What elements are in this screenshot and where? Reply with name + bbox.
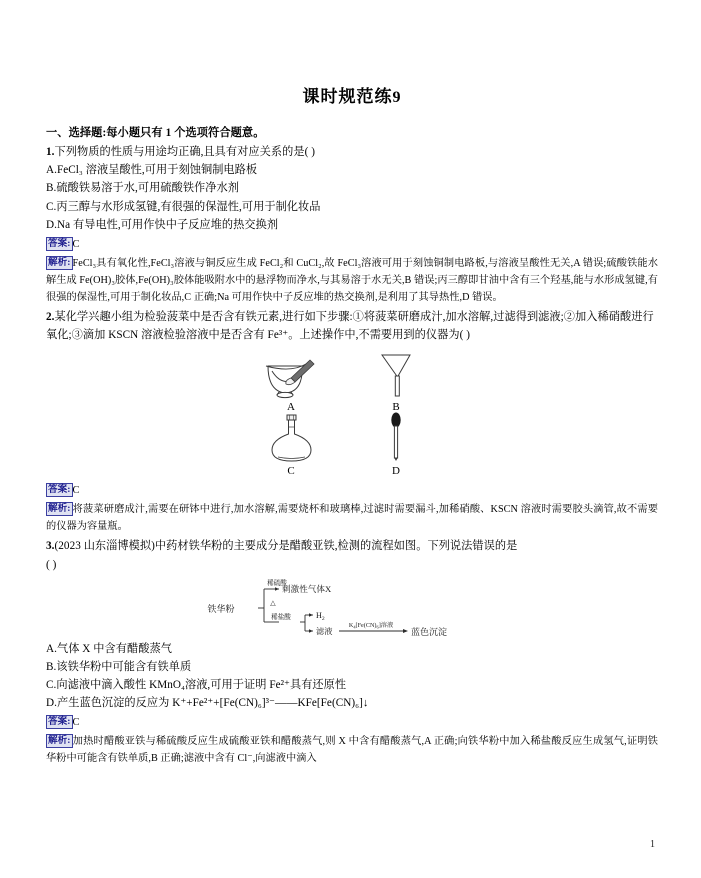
question-2-answer-value: C: [72, 484, 80, 496]
question-2-stem: [46, 308, 658, 344]
flow-arrow-reagent: $K_4[Fe(CN)_6]$溶液: [348, 621, 394, 630]
question-2-number: 2.: [46, 310, 55, 323]
mortar-and-pestle-icon: [260, 350, 322, 400]
question-1-stem: [46, 143, 658, 161]
flow-product-h2: $H_2$: [316, 610, 325, 622]
question-2-text: 某化学兴趣小组为检验菠菜中是否含有铁元素,进行如下步骤:①将菠菜研磨成汁,加水溶解,过滤得到滤液;②加入稀硝酸进行氧化;③滴加 KSCN 溶液检验溶液中是否含有 Fe³⁺。上述操作中,不需要用到的仪器为( ): [46, 310, 654, 341]
page-title-number: 9: [392, 89, 402, 106]
question-3-text: (2023 山东淄博模拟)中药材铁华粉的主要成分是醋酸亚铁,检测的流程如图。下列说法错误的是: [54, 539, 518, 552]
answer-tag: 答案:: [46, 483, 73, 497]
detection-flowchart: [46, 578, 658, 640]
answer-tag: 答案:: [46, 715, 73, 729]
page-number: 1: [650, 839, 655, 850]
flow-top-product: 刺激性气体X: [282, 583, 332, 594]
question-1-analysis-line: [46, 256, 658, 307]
question-3-analysis-text: 加热时醋酸亚铁与稀硫酸反应生成硫酸亚铁和醋酸蒸气,则 X 中含有醋酸蒸气,A 正确;向铁华粉中加入稀盐酸反应生成氢气,证明铁华粉中可能含有铁单质,B 正确;滤液中含有 Cl⁻,向滤液中滴入: [46, 736, 658, 765]
apparatus-label-d: D: [392, 464, 400, 477]
question-3-option-c[interactable]: C.向滤液中滴入酸性 KMnO₄溶液,可用于证明 Fe²⁺具有还原性: [46, 679, 347, 692]
question-3-stem: [46, 537, 658, 555]
question-1-answer-line: [46, 236, 658, 254]
question-3-option-a[interactable]: A.气体 X 中含有醋酸蒸气: [46, 642, 172, 655]
apparatus-figure: [46, 350, 658, 480]
question-3-analysis-line: [46, 734, 658, 768]
volumetric-flask-icon: [260, 412, 322, 464]
question-1-analysis-text: FeCl₃具有氧化性,FeCl₃溶液与铜反应生成 FeCl₂和 CuCl₂,故 FeCl₃溶液可用于刻蚀铜制电路板,与溶液呈酸性无关,A 错误;硫酸铁能水解生成 Fe(OH)₃胶体,Fe(OH)₃胶体能吸附水中的悬浮物而净水,与其易溶于水无关,B 错误;丙三醇即甘油中含有三个羟基,能与水形成氢键,有很强的保湿性,可用于制化妆品,C 正确;Na 可用作快中子反应堆的热交换剂,是利用了其导热性,D 错误。: [46, 257, 658, 303]
apparatus-option-a[interactable]: [246, 350, 336, 413]
analysis-tag: 解析:: [46, 256, 73, 270]
question-1-option-a[interactable]: A.FeCl₃ 溶液呈酸性,可用于刻蚀铜制电路板: [46, 164, 258, 177]
apparatus-label-a: A: [287, 400, 295, 413]
flow-product-filtrate: 滤液: [316, 626, 333, 636]
dropper-icon: [365, 412, 427, 464]
flow-top-condition: △: [270, 598, 276, 607]
question-3-answer-line: [46, 714, 658, 732]
question-3-option-d[interactable]: D.产生蓝色沉淀的反应为 K⁺+Fe²⁺+[Fe(CN)₆]³⁻——KFe[Fe(CN)₆]↓: [46, 697, 369, 710]
question-2-analysis-line: [46, 502, 658, 536]
apparatus-option-c[interactable]: [246, 412, 336, 477]
page-content: [46, 0, 658, 768]
question-1-option-b[interactable]: B.硫酸铁易溶于水,可用硫酸铁作净水剂: [46, 182, 240, 195]
analysis-tag: 解析:: [46, 502, 73, 516]
question-1-number: 1.: [46, 146, 55, 159]
page-title: [46, 82, 658, 107]
flowchart-svg: [187, 578, 517, 638]
apparatus-option-b[interactable]: [351, 350, 441, 413]
page-title-text: 课时规范练: [302, 87, 393, 106]
flow-final-product: 蓝色沉淀: [411, 626, 448, 637]
question-1-option-c[interactable]: C.丙三醇与水形成氢键,有很强的保湿性,可用于制化妆品: [46, 200, 321, 213]
question-3-answer-value: C: [72, 717, 80, 729]
answer-tag: 答案:: [46, 237, 73, 251]
section-heading: 一、选择题:每小题只有 1 个选项符合题意。: [46, 127, 265, 139]
question-2-analysis-text: 将菠菜研磨成汁,需要在研钵中进行,加水溶解,需要烧杯和玻璃棒,过滤时需要漏斗,加稀硝酸、KSCN 溶液时需要胶头滴管,故不需要的仪器为容量瓶。: [46, 503, 658, 532]
flow-bottom-reagent: 稀盐酸: [271, 613, 291, 621]
question-3-number: 3.: [46, 539, 55, 552]
apparatus-label-b: B: [392, 400, 400, 413]
funnel-icon: [365, 350, 427, 400]
flow-start-label: 铁华粉: [207, 603, 235, 614]
question-3-option-b[interactable]: B.该铁华粉中可能含有铁单质: [46, 661, 192, 673]
apparatus-option-d[interactable]: [351, 412, 441, 477]
question-1-text: 下列物质的性质与用途均正确,且具有对应关系的是( ): [54, 146, 315, 159]
question-1-option-d[interactable]: D.Na 有导电性,可用作快中子反应堆的热交换剂: [46, 218, 279, 231]
question-1-answer-value: C: [72, 238, 80, 250]
analysis-tag: 解析:: [46, 734, 73, 748]
flow-top-reagent: 稀硫酸: [267, 579, 287, 587]
apparatus-label-c: C: [287, 464, 295, 477]
question-3-stem-tail: ( ): [46, 558, 57, 571]
question-2-answer-line: [46, 482, 658, 500]
